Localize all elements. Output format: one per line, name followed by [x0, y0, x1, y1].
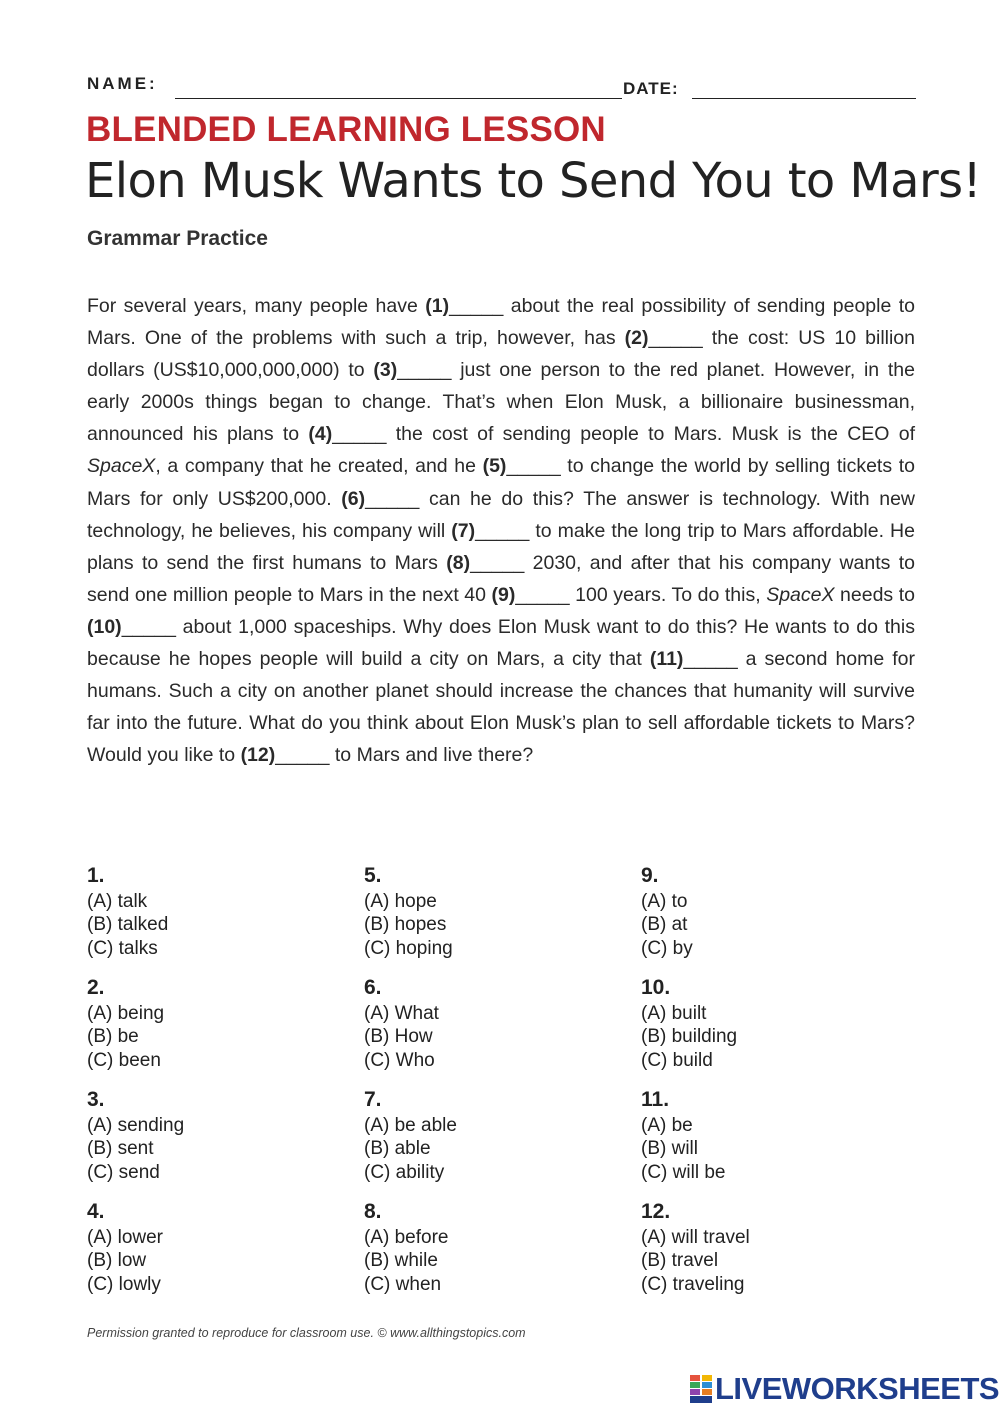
lesson-label: BLENDED LEARNING LESSON [86, 110, 606, 149]
question-11 [641, 1086, 901, 1198]
liveworksheets-icon [690, 1375, 712, 1403]
question-number: 10. [641, 976, 671, 999]
date-field-line[interactable] [692, 98, 916, 99]
liveworksheets-logo[interactable] [690, 1372, 999, 1406]
passage-text: _____ to make the long trip to Mars affordable. He plans to send the first humans to Mars [87, 519, 915, 574]
answer-option[interactable]: (B) while [364, 1250, 438, 1272]
question-number: 7. [364, 1088, 382, 1111]
blank-number: (12) [240, 744, 276, 767]
question-number: 1. [87, 864, 105, 887]
blank-number: (7) [451, 519, 476, 542]
answer-option[interactable]: (B) be [87, 1026, 139, 1048]
answer-option[interactable]: (B) will [641, 1138, 698, 1160]
blank-number: (4) [308, 423, 333, 446]
name-field-line[interactable] [175, 98, 622, 99]
page-title: Elon Musk Wants to Send You to Mars! [85, 153, 982, 209]
answer-option[interactable]: (C) lowly [87, 1273, 161, 1295]
passage-text: _____ just one person to the red planet. However, in the early 2000s things began to change. That’s when Elon Musk, a billionaire businessman, announced his plans to [87, 359, 915, 446]
company-name: SpaceX [87, 455, 156, 478]
answer-option[interactable]: (A) will travel [641, 1227, 750, 1248]
question-number: 2. [87, 976, 105, 999]
choices-column-1 [87, 862, 347, 1310]
answer-option[interactable]: (B) building [641, 1026, 738, 1048]
answer-option[interactable]: (A) lower [87, 1227, 164, 1248]
logo-text: LIVEWORKSHEETS [715, 1371, 1000, 1406]
blank-number: (9) [491, 583, 516, 606]
blank-number: (6) [341, 487, 366, 510]
question-number: 8. [364, 1200, 382, 1223]
answer-option[interactable]: (B) sent [87, 1138, 154, 1160]
answer-option[interactable]: (C) been [87, 1049, 161, 1071]
question-3 [87, 1086, 347, 1198]
blank-number: (2) [624, 327, 649, 350]
answer-option[interactable]: (A) sending [87, 1115, 185, 1136]
company-name: SpaceX [766, 583, 835, 606]
permission-footer: Permission granted to reproduce for classroom use. © www.allthingstopics.com [87, 1326, 526, 1340]
passage-text: _____ 2030, and after that his company wants to send one million people to Mars in the next 40 [87, 551, 916, 606]
answer-option[interactable]: (C) when [364, 1273, 442, 1295]
passage-text: _____ about 1,000 spaceships. Why does Elon Musk want to do this? He wants to do this because he hopes people will build a city on Mars, a city that [87, 615, 915, 671]
question-1 [87, 862, 347, 974]
answer-option[interactable]: (A) before [364, 1227, 449, 1248]
blank-number: (8) [446, 551, 471, 574]
choices-column-3 [641, 862, 901, 1310]
question-5 [364, 862, 624, 974]
answer-option[interactable]: (C) send [87, 1161, 160, 1183]
blank-number: (3) [373, 359, 398, 382]
question-7 [364, 1086, 624, 1198]
question-10 [641, 974, 901, 1086]
answer-option[interactable]: (C) hoping [364, 937, 453, 959]
passage-text: _____ can he do this? The answer is technology. With new technology, he believes, his company will [87, 487, 915, 542]
answer-option[interactable]: (A) be [641, 1115, 693, 1136]
passage-text: _____ the cost of sending people to Mars. Musk is the CEO of [332, 423, 915, 446]
section-subtitle: Grammar Practice [87, 227, 268, 250]
blank-number: (11) [649, 648, 684, 671]
question-number: 9. [641, 864, 659, 887]
question-9 [641, 862, 901, 974]
passage-text: _____ 100 years. To do this, [515, 583, 767, 606]
answer-option[interactable]: (C) will be [641, 1161, 726, 1183]
answer-option[interactable]: (B) at [641, 914, 688, 936]
answer-option[interactable]: (C) by [641, 937, 693, 959]
answer-option[interactable]: (A) talk [87, 891, 148, 912]
passage-text: , a company that he created, and he [155, 455, 483, 478]
answer-option[interactable]: (A) hope [364, 891, 437, 912]
passage-text: _____ the cost: US 10 billion dollars (US$10,000,000,000) to [87, 327, 916, 382]
answer-option[interactable]: (A) built [641, 1003, 707, 1024]
name-date-row [87, 68, 917, 102]
blank-number: (1) [425, 295, 450, 317]
answer-option[interactable]: (C) ability [364, 1161, 445, 1183]
reading-passage [87, 290, 915, 771]
question-number: 5. [364, 864, 382, 887]
answer-option[interactable]: (A) be able [364, 1115, 457, 1136]
answer-option[interactable]: (C) traveling [641, 1273, 745, 1295]
answer-option[interactable]: (B) able [364, 1138, 431, 1160]
question-number: 12. [641, 1200, 671, 1223]
name-label: NAME: [87, 74, 158, 93]
passage-text: _____ about the real possibility of sending people to Mars. One of the problems with such a trip, however, has [87, 295, 915, 350]
question-8 [364, 1198, 624, 1310]
date-label: DATE: [623, 79, 679, 98]
passage-text: _____ to Mars and live there? [275, 744, 534, 767]
answer-option[interactable]: (C) build [641, 1049, 713, 1071]
question-6 [364, 974, 624, 1086]
passage-text: _____ to change the world by selling tickets to Mars for only US$200,000. [87, 455, 915, 510]
blank-number: (5) [482, 455, 507, 478]
question-2 [87, 974, 347, 1086]
question-number: 3. [87, 1088, 105, 1111]
blank-number: (10) [87, 615, 122, 638]
answer-option[interactable]: (A) being [87, 1003, 165, 1024]
answer-option[interactable]: (B) talked [87, 914, 169, 936]
answer-option[interactable]: (A) What [364, 1003, 439, 1024]
answer-option[interactable]: (B) How [364, 1026, 433, 1048]
answer-option[interactable]: (B) low [87, 1250, 147, 1272]
choices-column-2 [364, 862, 624, 1310]
answer-option[interactable]: (C) talks [87, 937, 158, 959]
question-12 [641, 1198, 901, 1310]
answer-option[interactable]: (A) to [641, 891, 688, 912]
question-number: 4. [87, 1200, 105, 1223]
question-4 [87, 1198, 347, 1310]
answer-option[interactable]: (B) travel [641, 1250, 719, 1272]
question-number: 6. [364, 976, 382, 999]
passage-text: needs to [834, 583, 915, 606]
passage-text: For several years, many people have [87, 295, 426, 317]
answer-option[interactable]: (C) Who [364, 1049, 435, 1071]
question-number: 11. [641, 1088, 670, 1111]
passage-text: _____ a second home for humans. Such a city on another planet should increase the chances that humanity will survive far into the future. What do you think about Elon Musk’s plan to sell affordable tickets to Mars? Would you like to [87, 648, 916, 767]
answer-option[interactable]: (B) hopes [364, 914, 447, 936]
